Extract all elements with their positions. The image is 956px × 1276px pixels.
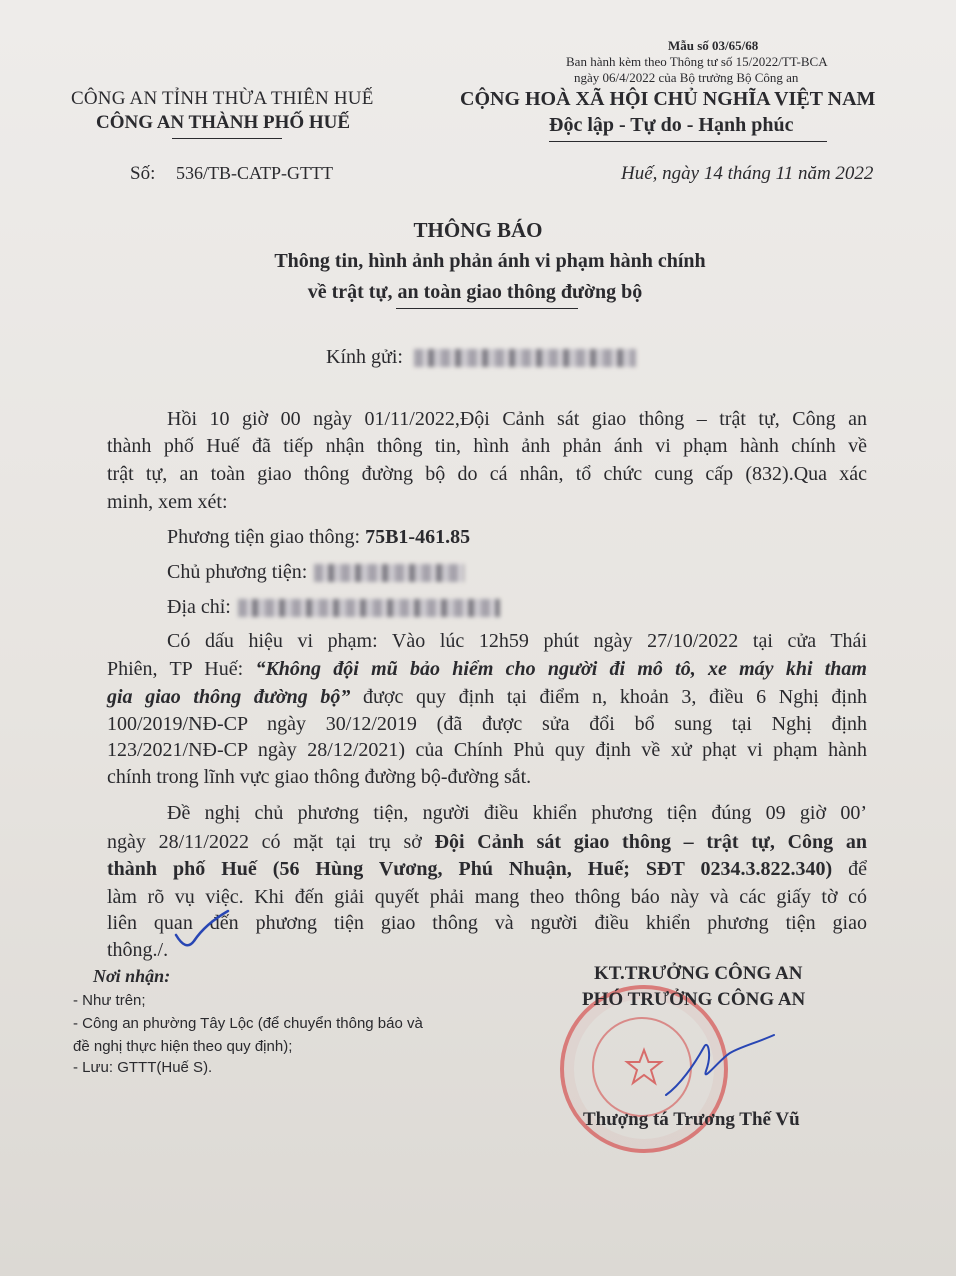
redacted-owner xyxy=(314,564,464,582)
recipient-line xyxy=(326,346,636,369)
request-line-3 xyxy=(107,858,867,881)
doc-subtitle-2: về trật tự, an toàn giao thông đường bộ xyxy=(307,281,643,303)
owner-label: Chủ phương tiện: xyxy=(167,561,308,583)
agency-underline xyxy=(172,138,282,139)
request-line-6: thông./. xyxy=(107,939,169,961)
violation-legal-ref: được quy định tại điểm n, khoản 3, điều 6 Nghị định xyxy=(350,686,867,708)
motto-underline xyxy=(549,141,827,142)
para1-line-3: trật tự, an toàn giao thông đường bộ do cá nhân, tổ chức cung cấp (832).Qua xác xyxy=(107,463,867,485)
agency-name: CÔNG AN THÀNH PHỐ HUẾ xyxy=(96,112,351,133)
request-line-4: làm rõ vụ việc. Khi đến giải quyết phải mang theo thông báo này và các giấy tờ có xyxy=(107,886,867,908)
vehicle-line xyxy=(167,526,470,549)
vehicle-label: Phương tiện giao thông: xyxy=(167,526,366,548)
para1-line-2: thành phố Huế đã tiếp nhận thông tin, hình ảnh phản ánh vi phạm hành chính về xyxy=(107,435,867,457)
violation-line-1: Có dấu hiệu vi phạm: Vào lúc 12h59 phút ngày 27/10/2022 tại cửa Thái xyxy=(167,630,867,652)
request-line-2 xyxy=(107,831,867,854)
request-line-5: liên quan đến phương tiện giao thông và người điều khiển phương tiện giao xyxy=(107,912,867,934)
violation-offence-2: gia giao thông đường bộ” xyxy=(107,686,351,708)
para1-line-4: minh, xem xét: xyxy=(107,491,228,513)
handwritten-signature xyxy=(660,1025,780,1105)
motto: Độc lập - Tự do - Hạnh phúc xyxy=(549,114,794,136)
stamp-star-icon xyxy=(624,1047,664,1087)
violation-line-6: chính trong lĩnh vực giao thông đường bộ-đường sắt. xyxy=(107,766,532,788)
recipient-item-4: - Lưu: GTTT(Huế S). xyxy=(73,1059,213,1076)
signer-name: Thượng tá Trương Thế Vũ xyxy=(583,1109,800,1130)
sign-line-1: KT.TRƯỞNG CÔNG AN xyxy=(594,963,803,984)
request-office-1: Đội Cảnh sát giao thông – trật tự, Công an xyxy=(434,831,867,853)
violation-line-2 xyxy=(107,658,867,681)
place-date: Huế, ngày 14 tháng 11 năm 2022 xyxy=(621,163,874,184)
doc-title: THÔNG BÁO xyxy=(413,218,543,242)
vehicle-plate: 75B1-461.85 xyxy=(365,526,471,548)
redacted-address xyxy=(238,599,500,617)
request-date: ngày 28/11/2022 có mặt tại trụ sở xyxy=(107,831,435,853)
issued-with: Ban hành kèm theo Thông tư số 15/2022/TT-BCA xyxy=(566,54,828,69)
subtitle-underline xyxy=(396,308,578,309)
recipient-item-3: đề nghị thực hiện theo quy định); xyxy=(73,1038,293,1055)
agency-parent: CÔNG AN TỈNH THỪA THIÊN HUẾ xyxy=(71,88,374,109)
address-line xyxy=(167,596,500,619)
recipients-title: Nơi nhận: xyxy=(93,966,171,986)
country-name: CỘNG HOÀ XÃ HỘI CHỦ NGHĨA VIỆT NAM xyxy=(460,88,876,110)
doc-number: 536/TB-CATP-GTTT xyxy=(176,163,333,183)
violation-offence-1: “Không đội mũ bảo hiểm cho người đi mô tô, xe máy khi tham xyxy=(255,658,867,680)
violation-place: Phiên, TP Huế: xyxy=(107,658,256,680)
violation-line-3 xyxy=(107,686,867,709)
doc-subtitle-1: Thông tin, hình ảnh phản ánh vi phạm hành chính xyxy=(274,250,706,272)
recipient-item-1: - Như trên; xyxy=(73,992,146,1009)
owner-line xyxy=(167,561,464,584)
address-label: Địa chỉ: xyxy=(167,596,231,618)
request-office-2: thành phố Huế (56 Hùng Vương, Phú Nhuận, Huế; SĐT 0234.3.822.340) xyxy=(107,858,833,880)
violation-line-5: 123/2021/NĐ-CP ngày 28/12/2021) của Chính Phủ quy định về xử phạt vi phạm hành xyxy=(107,739,867,761)
form-code: Mẫu số 03/65/68 xyxy=(668,38,759,53)
redacted-recipient xyxy=(414,349,636,367)
request-line-1: Đề nghị chủ phương tiện, người điều khiển phương tiện đúng 09 giờ 00’ xyxy=(167,802,867,824)
recipient-item-2: - Công an phường Tây Lộc (để chuyển thông báo và xyxy=(73,1015,423,1032)
handwritten-checkmark xyxy=(172,905,232,953)
issued-date-line: ngày 06/4/2022 của Bộ trưởng Bộ Công an xyxy=(574,70,799,85)
violation-line-4: 100/2019/NĐ-CP ngày 30/12/2019 (đã được sửa đổi bổ sung tại Nghị định xyxy=(107,713,867,735)
recipient-label: Kính gửi: xyxy=(326,346,403,368)
request-purpose: để xyxy=(832,858,867,880)
doc-number-label: Số: xyxy=(130,163,156,184)
para1-line-1: Hồi 10 giờ 00 ngày 01/11/2022,Đội Cảnh sát giao thông – trật tự, Công an xyxy=(167,408,867,430)
sign-line-2: PHÓ TRƯỞNG CÔNG AN xyxy=(582,989,806,1010)
